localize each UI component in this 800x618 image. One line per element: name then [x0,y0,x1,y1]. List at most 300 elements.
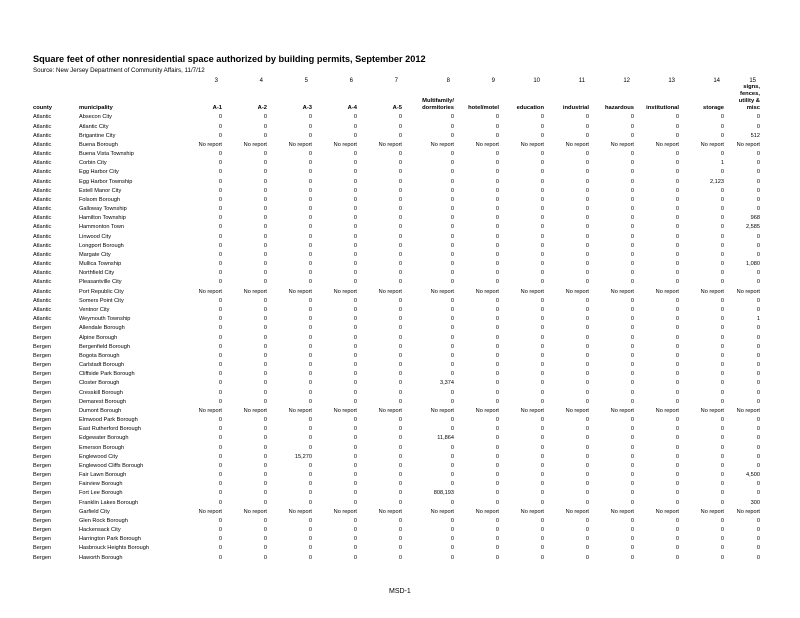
value-cell: 0 [263,426,267,433]
table-row [33,286,762,295]
value-cell: 0 [308,444,312,451]
value-cell: 0 [495,371,499,378]
value-cell: 0 [630,132,634,139]
municipality-cell: Elmwood Park Borough [79,417,138,424]
value-cell: 0 [308,123,312,130]
value-cell: 0 [756,343,760,350]
value-cell: 0 [218,316,222,323]
value-cell: 0 [263,187,267,194]
county-cell: Atlantic [33,233,52,240]
value-cell: 0 [675,307,679,313]
table-row [33,534,762,543]
value-cell: 0 [540,169,544,176]
column-number: 6 [349,78,353,84]
value-cell: 0 [308,178,312,185]
value-cell: 0 [308,490,312,497]
value-cell: 0 [263,352,267,359]
value-cell: 0 [540,123,544,130]
value-cell: 0 [353,187,357,194]
value-cell: 0 [263,251,267,258]
value-cell: 0 [263,206,267,213]
value-cell: 0 [720,169,724,176]
value-cell: 0 [398,114,402,121]
value-cell: 0 [353,499,357,506]
value-cell: 0 [450,472,454,479]
value-cell: No report [378,407,402,414]
municipality-cell: Dumont Borough [79,407,122,414]
value-cell: 0 [353,472,357,479]
column-number-row [33,75,762,84]
value-cell: 0 [495,481,499,488]
value-cell: 0 [263,389,267,396]
county-cell: Bergen [33,362,52,369]
value-cell: 0 [353,444,357,451]
county-cell: Atlantic [33,270,52,277]
value-cell: 0 [540,453,544,460]
value-cell: 0 [675,151,679,158]
value-cell: 0 [540,444,544,451]
value-cell: 0 [263,527,267,534]
value-cell: No report [520,141,544,148]
value-cell: 0 [353,123,357,130]
value-cell: 0 [675,215,679,222]
value-cell: 0 [450,206,454,213]
value-cell: 0 [218,352,222,359]
value-cell: No report [610,141,634,148]
value-cell: 0 [756,325,760,332]
column-number: 15 [749,78,756,84]
table-row [33,304,762,313]
value-cell: 0 [630,261,634,268]
value-cell: 0 [540,472,544,479]
municipality-cell: Corbin City [79,160,107,167]
value-cell: 0 [308,435,312,442]
value-cell: 0 [495,123,499,130]
county-cell: Atlantic [33,151,52,158]
header-cell: storage [703,104,724,111]
value-cell: 0 [540,279,544,286]
value-cell: 0 [585,444,589,451]
value-cell: 0 [630,123,634,130]
value-cell: 0 [756,398,760,405]
municipality-cell: Harrington Park Borough [79,536,141,543]
value-cell: 0 [495,215,499,222]
table-row [33,359,762,368]
value-cell: 0 [450,462,454,469]
value-cell: 0 [218,444,222,451]
value-cell: 0 [675,362,679,369]
value-cell: 0 [353,279,357,286]
value-cell: 0 [675,490,679,497]
value-cell: 0 [218,251,222,258]
value-cell: 0 [353,380,357,387]
county-cell: Atlantic [33,206,52,213]
value-cell: 0 [263,398,267,405]
value-cell: 0 [308,499,312,506]
value-cell: 0 [540,178,544,185]
column-number: 14 [713,78,720,84]
value-cell: 0 [353,307,357,313]
county-cell: Atlantic [33,251,52,258]
value-cell: 0 [495,545,499,552]
county-cell: Atlantic [33,261,52,268]
county-cell: Bergen [33,343,52,350]
county-cell: Atlantic [33,178,52,185]
value-cell: 0 [540,261,544,268]
value-cell: 0 [630,151,634,158]
value-cell: 0 [263,481,267,488]
value-cell: 0 [630,554,634,561]
value-cell: 0 [450,389,454,396]
table-row [33,222,762,231]
value-cell: 0 [720,206,724,213]
value-cell: No report [520,407,544,414]
county-cell: Atlantic [33,307,52,313]
table-row [33,433,762,442]
value-cell: No report [655,407,679,414]
value-cell: 0 [353,325,357,332]
value-cell: 0 [540,297,544,304]
value-cell: 0 [218,554,222,561]
value-cell: 0 [308,371,312,378]
value-cell: 512 [750,132,760,139]
value-cell: 0 [630,472,634,479]
value-cell: 0 [308,251,312,258]
value-cell: No report [198,141,222,148]
value-cell: 0 [398,215,402,222]
value-cell: 0 [353,527,357,534]
table-row [33,295,762,304]
value-cell: 0 [398,398,402,405]
value-cell: 0 [353,389,357,396]
value-cell: 0 [263,160,267,167]
value-cell: 0 [630,270,634,277]
value-cell: 0 [398,196,402,203]
value-cell: 0 [218,123,222,130]
value-cell: 0 [218,233,222,240]
value-cell: 0 [398,251,402,258]
value-cell: 0 [353,270,357,277]
value-cell: 0 [353,132,357,139]
value-cell: 0 [495,527,499,534]
value-cell: 0 [450,362,454,369]
value-cell: 0 [630,527,634,534]
value-cell: 0 [398,279,402,286]
value-cell: 0 [756,169,760,176]
value-cell: 0 [308,114,312,121]
value-cell: 0 [720,398,724,405]
value-cell: 0 [308,187,312,194]
municipality-cell: Englewood City [79,453,118,460]
value-cell: 0 [218,343,222,350]
value-cell: 0 [218,472,222,479]
value-cell: No report [700,407,724,414]
county-cell: Atlantic [33,160,52,167]
value-cell: 0 [263,261,267,268]
value-cell: 0 [540,389,544,396]
table-row [33,323,762,332]
table-row [33,185,762,194]
value-cell: 0 [353,462,357,469]
value-cell: 0 [585,215,589,222]
value-cell: 1 [756,316,760,323]
value-cell: 0 [720,462,724,469]
header-county: county [33,104,53,111]
value-cell: 0 [308,536,312,543]
value-cell: 0 [308,417,312,424]
value-cell: 0 [585,132,589,139]
value-cell: 0 [450,160,454,167]
value-cell: 0 [585,453,589,460]
table-row [33,525,762,534]
table-row [33,240,762,249]
value-cell: 0 [450,343,454,350]
value-cell: 0 [756,297,760,304]
value-cell: 0 [756,554,760,561]
value-cell: 0 [720,517,724,524]
value-cell: 0 [450,215,454,222]
municipality-cell: Buena Borough [79,141,118,148]
value-cell: 0 [675,132,679,139]
permits-table [33,75,762,561]
value-cell: 0 [585,536,589,543]
county-cell: Atlantic [33,187,52,194]
header-cell: Multifamily/ dormitories [422,97,454,111]
value-cell: 0 [630,517,634,524]
value-cell: 0 [263,297,267,304]
value-cell: 0 [218,536,222,543]
value-cell: 0 [675,536,679,543]
value-cell: 0 [630,242,634,249]
municipality-cell: Franklin Lakes Borough [79,499,139,506]
value-cell: 0 [540,270,544,277]
value-cell: 0 [218,426,222,433]
value-cell: 0 [720,196,724,203]
municipality-cell: Fort Lee Borough [79,490,123,497]
value-cell: 0 [495,233,499,240]
municipality-cell: Somers Point City [79,297,124,304]
value-cell: 0 [756,362,760,369]
value-cell: 11,864 [437,435,454,442]
value-cell: 0 [756,444,760,451]
value-cell: 0 [630,490,634,497]
county-cell: Bergen [33,407,52,414]
value-cell: 0 [720,481,724,488]
value-cell: 0 [398,536,402,543]
table-row [33,268,762,277]
value-cell: 0 [398,444,402,451]
value-cell: 0 [495,499,499,506]
value-cell: 0 [675,389,679,396]
value-cell: 0 [353,343,357,350]
value-cell: No report [700,288,724,295]
value-cell: 0 [398,334,402,341]
value-cell: 0 [585,499,589,506]
value-cell: 0 [756,371,760,378]
value-cell: 0 [450,417,454,424]
value-cell: 0 [308,270,312,277]
county-cell: Atlantic [33,114,52,121]
value-cell: 0 [630,187,634,194]
municipality-cell: Bogota Borough [79,352,120,359]
value-cell: 0 [756,242,760,249]
value-cell: No report [700,508,724,515]
value-cell: 0 [720,261,724,268]
value-cell: 0 [720,371,724,378]
table-row [33,405,762,414]
value-cell: 0 [630,178,634,185]
value-cell: 0 [585,169,589,176]
county-cell: Bergen [33,517,52,524]
value-cell: 0 [675,517,679,524]
value-cell: 0 [630,169,634,176]
table-row [33,369,762,378]
value-cell: 0 [756,536,760,543]
value-cell: 0 [263,325,267,332]
value-cell: 0 [308,307,312,313]
value-cell: No report [288,141,312,148]
value-cell: No report [430,407,454,414]
county-cell: Bergen [33,472,52,479]
value-cell: 0 [630,215,634,222]
value-cell: 0 [540,481,544,488]
value-cell: 0 [540,233,544,240]
value-cell: 0 [630,499,634,506]
county-cell: Bergen [33,462,52,469]
value-cell: 0 [720,435,724,442]
value-cell: 0 [585,472,589,479]
value-cell: No report [520,508,544,515]
value-cell: 0 [263,444,267,451]
value-cell: 0 [450,307,454,313]
value-cell: 0 [398,316,402,323]
value-cell: 0 [263,517,267,524]
value-cell: 0 [585,389,589,396]
column-number: 5 [304,78,308,84]
value-cell: 0 [495,242,499,249]
value-cell: 0 [495,334,499,341]
value-cell: 0 [585,435,589,442]
value-cell: No report [475,288,499,295]
value-cell: 0 [675,206,679,213]
table-row [33,470,762,479]
municipality-cell: Emerson Borough [79,444,125,451]
value-cell: 0 [720,490,724,497]
value-cell: 0 [585,251,589,258]
value-cell: 0 [218,481,222,488]
value-cell: 0 [450,536,454,543]
value-cell: 0 [218,187,222,194]
value-cell: No report [198,508,222,515]
value-cell: 0 [308,151,312,158]
value-cell: 0 [585,224,589,231]
value-cell: 0 [218,307,222,313]
value-cell: 0 [450,517,454,524]
value-cell: 2,123 [710,178,724,185]
value-cell: No report [198,288,222,295]
value-cell: 0 [630,307,634,313]
value-cell: 0 [398,123,402,130]
value-cell: No report [736,288,760,295]
table-row [33,158,762,167]
value-cell: 0 [720,426,724,433]
value-cell: 0 [585,206,589,213]
value-cell: 0 [756,206,760,213]
municipality-cell: Englewood Cliffs Borough [79,462,144,469]
value-cell: 0 [495,114,499,121]
value-cell: 0 [308,343,312,350]
value-cell: 0 [756,279,760,286]
value-cell: 0 [353,233,357,240]
value-cell: 0 [398,389,402,396]
value-cell: 0 [398,554,402,561]
value-cell: No report [475,141,499,148]
value-cell: No report [333,508,357,515]
municipality-cell: Egg Harbor Township [79,178,133,185]
value-cell: 0 [585,316,589,323]
value-cell: 0 [675,242,679,249]
value-cell: No report [610,288,634,295]
value-cell: 0 [218,215,222,222]
value-cell: 0 [756,527,760,534]
municipality-cell: Linwood City [79,233,112,240]
value-cell: 0 [675,325,679,332]
column-number: 7 [394,78,398,84]
value-cell: 0 [450,261,454,268]
value-cell: 0 [398,481,402,488]
header-cell: education [516,104,544,111]
municipality-cell: Buena Vista Township [79,151,134,158]
value-cell: 0 [585,352,589,359]
table-row [33,341,762,350]
value-cell: 3,374 [440,380,454,387]
municipality-cell: Port Republic City [79,288,124,295]
value-cell: 0 [495,316,499,323]
value-cell: 0 [630,417,634,424]
value-cell: 0 [495,151,499,158]
value-cell: 0 [263,279,267,286]
county-cell: Atlantic [33,224,52,231]
value-cell: 0 [263,123,267,130]
value-cell: 0 [218,270,222,277]
municipality-cell: Atlantic City [79,123,109,130]
value-cell: 0 [540,196,544,203]
value-cell: 0 [353,251,357,258]
table-row [33,112,762,121]
value-cell: 0 [308,426,312,433]
value-cell: 0 [756,426,760,433]
value-cell: 0 [398,362,402,369]
value-cell: 0 [353,224,357,231]
value-cell: 0 [495,453,499,460]
value-cell: 0 [218,160,222,167]
value-cell: 0 [353,151,357,158]
value-cell: 0 [495,325,499,332]
value-cell: 0 [398,453,402,460]
column-number: 10 [533,78,540,84]
county-cell: Bergen [33,334,52,341]
value-cell: No report [736,141,760,148]
value-cell: 0 [495,132,499,139]
value-cell: 0 [218,151,222,158]
value-cell: 1 [720,160,724,167]
value-cell: 0 [540,352,544,359]
value-cell: 0 [398,380,402,387]
value-cell: 0 [630,536,634,543]
value-cell: 0 [353,206,357,213]
table-row [33,378,762,387]
value-cell: 0 [450,224,454,231]
